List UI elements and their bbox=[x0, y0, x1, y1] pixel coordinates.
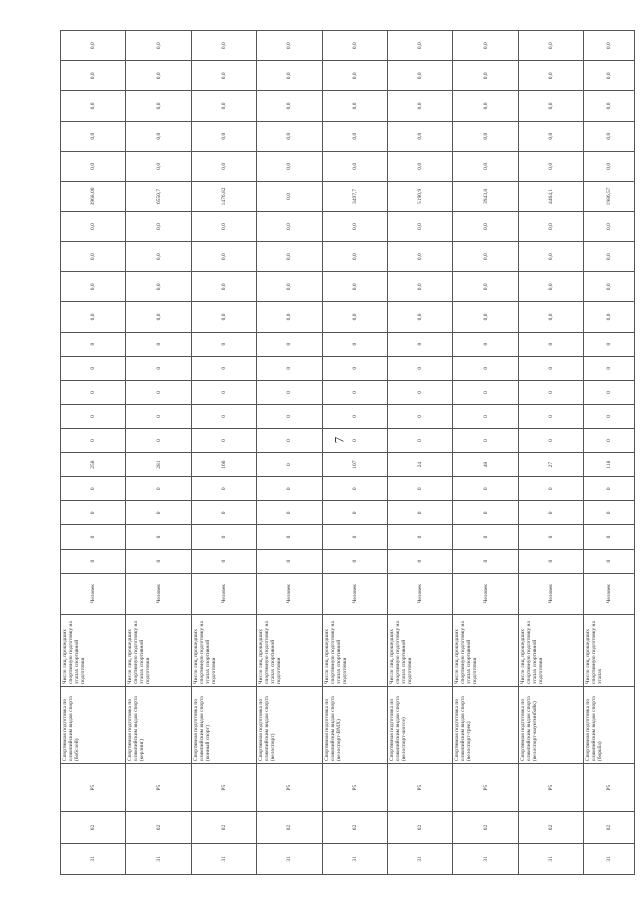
finance-cell: 0,0 bbox=[453, 31, 518, 61]
count-cell: 0 bbox=[61, 501, 126, 525]
count-cell: 0 bbox=[322, 380, 387, 404]
finance-cell: 0,0 bbox=[61, 272, 126, 302]
finance-cell: 0,0 bbox=[453, 242, 518, 272]
finance-cell: 0,0 bbox=[584, 211, 635, 241]
finance-cell: 0,0 bbox=[257, 31, 322, 61]
finance-cell: 1476,82 bbox=[191, 181, 256, 211]
count-cell: 0 bbox=[191, 380, 256, 404]
count-cell: 0 bbox=[387, 428, 452, 452]
count-cell: 0 bbox=[191, 525, 256, 549]
finance-cell: 0,0 bbox=[584, 151, 635, 181]
count-cell: 0 bbox=[257, 549, 322, 573]
finance-cell: 0,0 bbox=[584, 242, 635, 272]
count-cell: 0 bbox=[257, 453, 322, 477]
count-cell: 0 bbox=[518, 404, 583, 428]
finance-cell: 0,0 bbox=[126, 61, 191, 91]
count-cell: 258 bbox=[61, 453, 126, 477]
unit-cell: Человек bbox=[387, 573, 452, 614]
count-cell: 118 bbox=[584, 453, 635, 477]
unit-cell: Человек bbox=[61, 573, 126, 614]
finance-cell: 3943,8 bbox=[453, 181, 518, 211]
count-cell: 0 bbox=[584, 428, 635, 452]
code-cell: Р5 bbox=[584, 764, 635, 812]
code-cell: 31 bbox=[191, 843, 256, 874]
indicator-cell: Число лиц, прошедших спортивную подготовку на этапах спортивной подготовки bbox=[126, 614, 191, 686]
count-cell: 0 bbox=[61, 356, 126, 380]
finance-cell: 0,0 bbox=[453, 91, 518, 121]
program-cell: Спортивная подготовка по олимпийским видам спорта (велоспорт-шоссе) bbox=[387, 686, 452, 763]
finance-cell: 0,0 bbox=[518, 151, 583, 181]
code-cell: 02 bbox=[191, 812, 256, 843]
count-cell: 0 bbox=[387, 380, 452, 404]
finance-cell: 4464,1 bbox=[518, 181, 583, 211]
unit-cell: Человек bbox=[453, 573, 518, 614]
finance-cell: 0,0 bbox=[322, 121, 387, 151]
code-cell: 02 bbox=[126, 812, 191, 843]
count-cell: 0 bbox=[518, 549, 583, 573]
finance-cell: 0,0 bbox=[584, 302, 635, 332]
table-row bbox=[387, 31, 452, 875]
finance-cell: 0,0 bbox=[518, 121, 583, 151]
table-wrapper bbox=[60, 30, 635, 875]
code-cell: 31 bbox=[453, 843, 518, 874]
finance-cell: 0,0 bbox=[257, 211, 322, 241]
count-cell: 0 bbox=[453, 477, 518, 501]
table-row bbox=[257, 31, 322, 875]
code-cell: Р5 bbox=[257, 764, 322, 812]
count-cell: 0 bbox=[387, 332, 452, 356]
code-cell: 31 bbox=[518, 843, 583, 874]
count-cell: 0 bbox=[322, 356, 387, 380]
count-cell: 0 bbox=[126, 525, 191, 549]
finance-cell: 0,0 bbox=[322, 211, 387, 241]
finance-cell: 0,0 bbox=[453, 61, 518, 91]
indicator-cell: Число лиц, прошедших спортивную подготовку на этапах спортивной подготовки bbox=[453, 614, 518, 686]
count-cell: 0 bbox=[257, 332, 322, 356]
finance-cell: 0,0 bbox=[257, 302, 322, 332]
count-cell: 0 bbox=[191, 332, 256, 356]
finance-cell: 0,0 bbox=[126, 91, 191, 121]
finance-cell: 0,0 bbox=[387, 151, 452, 181]
code-cell: 02 bbox=[322, 812, 387, 843]
count-cell: 0 bbox=[61, 525, 126, 549]
table-row bbox=[518, 31, 583, 875]
finance-cell: 0,0 bbox=[387, 211, 452, 241]
count-cell: 0 bbox=[453, 380, 518, 404]
count-cell: 0 bbox=[453, 404, 518, 428]
finance-cell: 1986,57 bbox=[584, 181, 635, 211]
count-cell: 0 bbox=[257, 428, 322, 452]
count-cell: 0 bbox=[191, 428, 256, 452]
program-cell: Спортивная подготовка по олимпийским видам спорта (велоспорт-ВМХ) bbox=[322, 686, 387, 763]
count-cell: 0 bbox=[191, 549, 256, 573]
code-cell: 02 bbox=[61, 812, 126, 843]
finance-cell: 0,0 bbox=[126, 242, 191, 272]
count-cell: 0 bbox=[126, 428, 191, 452]
finance-cell: 0,0 bbox=[126, 151, 191, 181]
count-cell: 0 bbox=[257, 477, 322, 501]
finance-cell: 3968,00 bbox=[61, 181, 126, 211]
count-cell: 160 bbox=[191, 453, 256, 477]
unit-cell: Человек bbox=[518, 573, 583, 614]
count-cell: 0 bbox=[387, 356, 452, 380]
finance-cell: 0,0 bbox=[191, 272, 256, 302]
finance-cell: 5190,9 bbox=[387, 181, 452, 211]
count-cell: 0 bbox=[518, 477, 583, 501]
finance-cell: 0,0 bbox=[257, 151, 322, 181]
count-cell: 0 bbox=[61, 380, 126, 404]
finance-cell: 0,0 bbox=[518, 61, 583, 91]
code-cell: Р5 bbox=[322, 764, 387, 812]
code-cell: 31 bbox=[322, 843, 387, 874]
program-cell: Спортивная подготовка по олимпийским видам спорта (борьба) bbox=[584, 686, 635, 763]
page-number: 7 bbox=[331, 436, 347, 444]
table-row bbox=[191, 31, 256, 875]
finance-cell: 0,0 bbox=[191, 61, 256, 91]
finance-cell: 0,0 bbox=[61, 242, 126, 272]
count-cell: 0 bbox=[322, 477, 387, 501]
indicator-cell: Число лиц, прошедших спортивную подготовку на этапах спортивной подготовки bbox=[387, 614, 452, 686]
count-cell: 0 bbox=[584, 404, 635, 428]
code-cell: Р5 bbox=[126, 764, 191, 812]
finance-cell: 0,0 bbox=[257, 272, 322, 302]
unit-cell: Человек bbox=[584, 573, 635, 614]
count-cell: 0 bbox=[191, 404, 256, 428]
program-cell: Спортивная подготовка по олимпийским видам спорта (конный спорт) bbox=[191, 686, 256, 763]
finance-cell: 0,0 bbox=[518, 211, 583, 241]
finance-cell: 0,0 bbox=[191, 151, 256, 181]
finance-cell: 0,0 bbox=[191, 31, 256, 61]
finance-cell: 0,0 bbox=[387, 31, 452, 61]
finance-cell: 0,0 bbox=[322, 272, 387, 302]
code-cell: 31 bbox=[257, 843, 322, 874]
program-cell: Спортивная подготовка по олимпийским видам спорта (керлинг) bbox=[126, 686, 191, 763]
count-cell: 0 bbox=[191, 477, 256, 501]
finance-cell: 0,0 bbox=[387, 91, 452, 121]
finance-cell: 0,0 bbox=[61, 302, 126, 332]
finance-cell: 0,0 bbox=[61, 91, 126, 121]
finance-cell: 0,0 bbox=[322, 61, 387, 91]
finance-cell: 0,0 bbox=[191, 91, 256, 121]
finance-cell: 0,0 bbox=[322, 31, 387, 61]
finance-cell: 0,0 bbox=[453, 151, 518, 181]
finance-cell: 0,0 bbox=[191, 242, 256, 272]
count-cell: 0 bbox=[61, 477, 126, 501]
count-cell: 0 bbox=[322, 404, 387, 428]
finance-cell: 0,0 bbox=[61, 31, 126, 61]
count-cell: 0 bbox=[191, 501, 256, 525]
finance-cell: 0,0 bbox=[387, 121, 452, 151]
code-cell: Р5 bbox=[387, 764, 452, 812]
finance-cell: 0,0 bbox=[191, 121, 256, 151]
finance-cell: 0,0 bbox=[322, 91, 387, 121]
count-cell: 0 bbox=[518, 525, 583, 549]
count-cell: 0 bbox=[61, 332, 126, 356]
count-cell: 0 bbox=[453, 332, 518, 356]
finance-cell: 0,0 bbox=[453, 272, 518, 302]
count-cell: 0 bbox=[518, 428, 583, 452]
finance-cell: 0,0 bbox=[453, 121, 518, 151]
code-cell: 31 bbox=[584, 843, 635, 874]
indicator-cell: Число лиц, прошедших спортивную подготовку на этапах спортивной подготовки bbox=[191, 614, 256, 686]
finance-cell: 0,0 bbox=[126, 272, 191, 302]
table-row bbox=[126, 31, 191, 875]
count-cell: 0 bbox=[518, 380, 583, 404]
count-cell: 0 bbox=[61, 404, 126, 428]
count-cell: 0 bbox=[257, 356, 322, 380]
count-cell: 0 bbox=[518, 332, 583, 356]
program-cell: Спортивная подготовка по олимпийским видам спорта (велоспорт-маунтинбайк) bbox=[518, 686, 583, 763]
finance-cell: 0,0 bbox=[584, 91, 635, 121]
unit-cell: Человек bbox=[257, 573, 322, 614]
finance-cell: 0,0 bbox=[387, 272, 452, 302]
count-cell: 0 bbox=[322, 501, 387, 525]
code-cell: 31 bbox=[126, 843, 191, 874]
count-cell: 0 bbox=[584, 477, 635, 501]
indicator-cell: Число лиц, прошедших спортивную подготовку на этапах bbox=[584, 614, 635, 686]
code-cell: 02 bbox=[387, 812, 452, 843]
table-row bbox=[61, 31, 126, 875]
count-cell: 0 bbox=[584, 525, 635, 549]
count-cell: 0 bbox=[387, 549, 452, 573]
code-cell: Р5 bbox=[518, 764, 583, 812]
indicator-cell: Число лиц, прошедших спортивную подготовку на этапах спортивной подготовки bbox=[61, 614, 126, 686]
count-cell: 0 bbox=[61, 549, 126, 573]
finance-cell: 0,0 bbox=[584, 272, 635, 302]
table-row bbox=[322, 31, 387, 875]
finance-cell: 0,0 bbox=[453, 211, 518, 241]
finance-cell: 0,0 bbox=[518, 272, 583, 302]
finance-cell: 0,0 bbox=[518, 242, 583, 272]
indicator-cell: Число лиц, прошедших спортивную подготовку на этапах спортивной подготовки bbox=[257, 614, 322, 686]
code-cell: 31 bbox=[387, 843, 452, 874]
code-cell: 02 bbox=[453, 812, 518, 843]
count-cell: 0 bbox=[453, 356, 518, 380]
count-cell: 0 bbox=[126, 332, 191, 356]
finance-cell: 0,0 bbox=[257, 121, 322, 151]
finance-cell: 0,0 bbox=[322, 302, 387, 332]
count-cell: 0 bbox=[322, 332, 387, 356]
finance-cell: 0,0 bbox=[322, 242, 387, 272]
finance-cell: 0,0 bbox=[61, 211, 126, 241]
code-cell: 02 bbox=[257, 812, 322, 843]
finance-cell: 0,0 bbox=[191, 302, 256, 332]
count-cell: 0 bbox=[453, 501, 518, 525]
count-cell: 0 bbox=[126, 477, 191, 501]
count-cell: 0 bbox=[322, 428, 387, 452]
finance-cell: 6550,7 bbox=[126, 181, 191, 211]
count-cell: 0 bbox=[584, 549, 635, 573]
count-cell: 0 bbox=[584, 501, 635, 525]
count-cell: 0 bbox=[126, 380, 191, 404]
finance-cell: 0,0 bbox=[61, 151, 126, 181]
finance-cell: 0,0 bbox=[126, 302, 191, 332]
count-cell: 0 bbox=[387, 501, 452, 525]
finance-cell: 0,0 bbox=[61, 121, 126, 151]
unit-cell: Человек bbox=[126, 573, 191, 614]
code-cell: Р5 bbox=[453, 764, 518, 812]
code-cell: 02 bbox=[584, 812, 635, 843]
finance-cell: 3497,7 bbox=[322, 181, 387, 211]
count-cell: 0 bbox=[518, 501, 583, 525]
count-cell: 27 bbox=[518, 453, 583, 477]
finance-cell: 0,0 bbox=[257, 91, 322, 121]
finance-cell: 0,0 bbox=[518, 91, 583, 121]
rotated-table bbox=[60, 30, 635, 875]
count-cell: 0 bbox=[322, 549, 387, 573]
program-cell: Спортивная подготовка по олимпийским видам спорта (бобслей) bbox=[61, 686, 126, 763]
count-cell: 0 bbox=[257, 380, 322, 404]
finance-cell: 0,0 bbox=[322, 151, 387, 181]
count-cell: 0 bbox=[191, 356, 256, 380]
count-cell: 0 bbox=[126, 549, 191, 573]
count-cell: 24 bbox=[387, 453, 452, 477]
count-cell: 0 bbox=[387, 404, 452, 428]
count-cell: 48 bbox=[453, 453, 518, 477]
program-cell: Спортивная подготовка по олимпийским видам спорта (велоспорт) bbox=[257, 686, 322, 763]
code-cell: 02 bbox=[518, 812, 583, 843]
unit-cell: Человек bbox=[322, 573, 387, 614]
code-cell: Р5 bbox=[61, 764, 126, 812]
count-cell: 0 bbox=[453, 428, 518, 452]
count-cell: 0 bbox=[257, 525, 322, 549]
finance-cell: 0,0 bbox=[257, 242, 322, 272]
count-cell: 0 bbox=[322, 525, 387, 549]
finance-cell: 0,0 bbox=[191, 211, 256, 241]
count-cell: 0 bbox=[584, 356, 635, 380]
count-cell: 0 bbox=[453, 525, 518, 549]
count-cell: 0 bbox=[126, 404, 191, 428]
count-cell: 0 bbox=[257, 501, 322, 525]
count-cell: 107 bbox=[322, 453, 387, 477]
finance-cell: 0,0 bbox=[257, 61, 322, 91]
finance-cell: 0,0 bbox=[387, 242, 452, 272]
count-cell: 0 bbox=[126, 356, 191, 380]
finance-cell: 0,0 bbox=[126, 31, 191, 61]
finance-cell: 0,0 bbox=[584, 31, 635, 61]
finance-cell: 0,0 bbox=[387, 302, 452, 332]
unit-cell: Человек bbox=[191, 573, 256, 614]
count-cell: 281 bbox=[126, 453, 191, 477]
budget-table bbox=[60, 30, 635, 875]
table-row bbox=[584, 31, 635, 875]
finance-cell: 0,0 bbox=[518, 302, 583, 332]
finance-cell: 0,0 bbox=[126, 211, 191, 241]
count-cell: 0 bbox=[257, 404, 322, 428]
finance-cell: 0,0 bbox=[584, 121, 635, 151]
indicator-cell: Число лиц, прошедших спортивную подготовку на этапах спортивной подготовки bbox=[322, 614, 387, 686]
finance-cell: 0,0 bbox=[126, 121, 191, 151]
count-cell: 0 bbox=[126, 501, 191, 525]
finance-cell: 0,0 bbox=[387, 61, 452, 91]
table-row bbox=[453, 31, 518, 875]
finance-cell: 0,0 bbox=[453, 302, 518, 332]
finance-cell: 0,0 bbox=[257, 181, 322, 211]
indicator-cell: Число лиц, прошедших спортивную подготовку на этапах спортивной подготовки bbox=[518, 614, 583, 686]
program-cell: Спортивная подготовка по олимпийским видам спорта (велоспорт-трек) bbox=[453, 686, 518, 763]
code-cell: 31 bbox=[61, 843, 126, 874]
finance-cell: 0,0 bbox=[518, 31, 583, 61]
code-cell: Р5 bbox=[191, 764, 256, 812]
count-cell: 0 bbox=[387, 477, 452, 501]
count-cell: 0 bbox=[584, 332, 635, 356]
count-cell: 0 bbox=[61, 428, 126, 452]
finance-cell: 0,0 bbox=[61, 61, 126, 91]
count-cell: 0 bbox=[584, 380, 635, 404]
count-cell: 0 bbox=[518, 356, 583, 380]
finance-cell: 0,0 bbox=[584, 61, 635, 91]
count-cell: 0 bbox=[387, 525, 452, 549]
count-cell: 0 bbox=[453, 549, 518, 573]
